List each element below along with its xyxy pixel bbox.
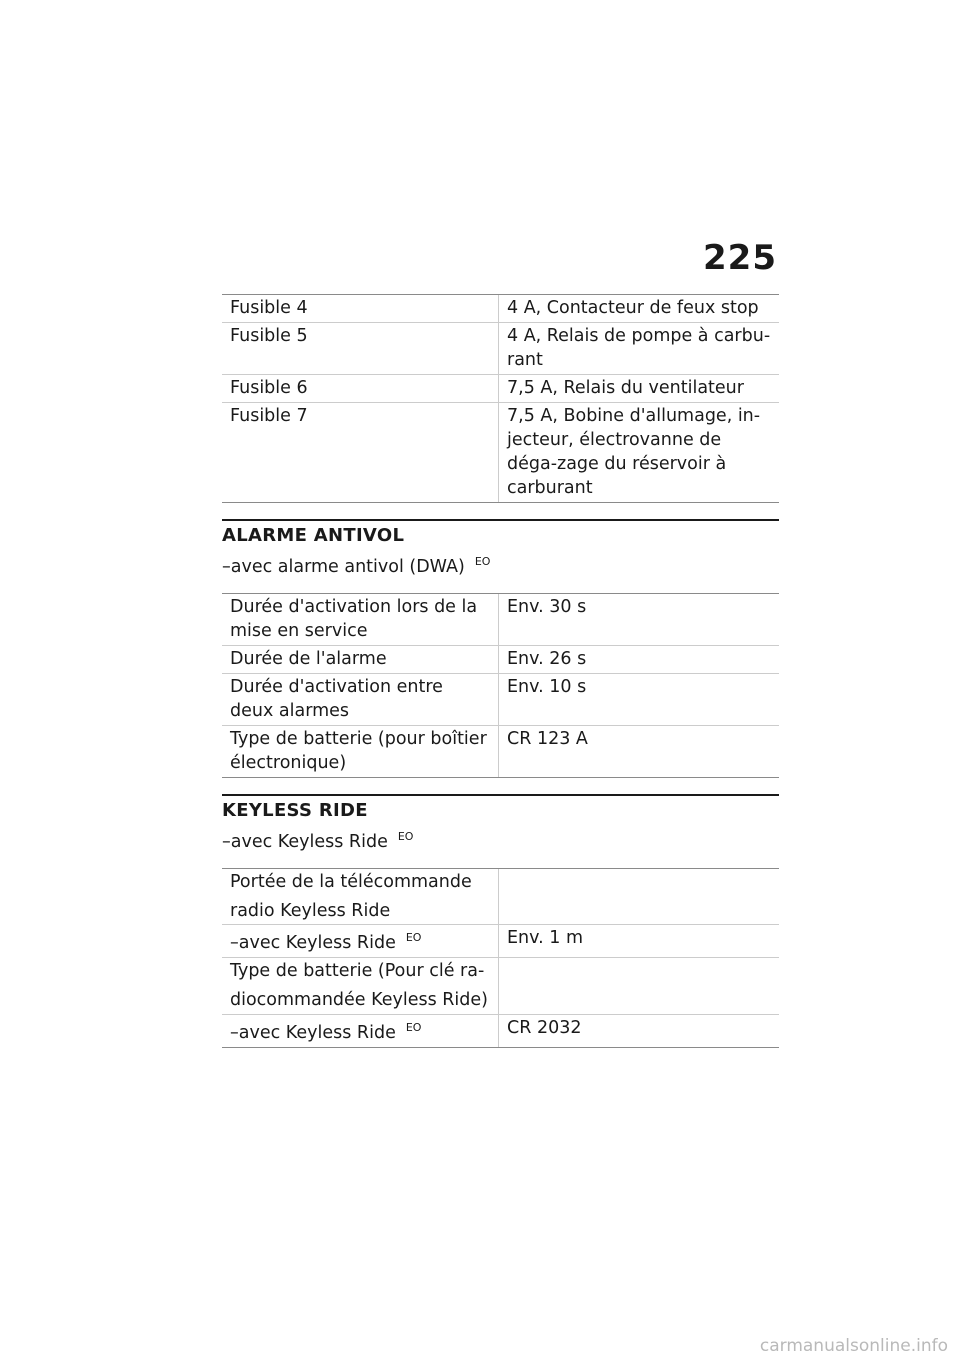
table-cell: 7,5 A, Bobine d'allumage, in-jecteur, électrovanne de déga-zage du réservoir à carburant [499, 403, 780, 503]
keyless-condition [222, 825, 779, 854]
table-row [222, 925, 779, 958]
table-row [222, 375, 779, 403]
table-row [222, 403, 779, 503]
table-cell: CR 2032 [499, 1015, 780, 1048]
table-cell [222, 868, 499, 925]
eo-badge: EO [405, 1021, 422, 1035]
table-row [222, 868, 779, 925]
table-cell: Fusible 4 [222, 295, 499, 323]
table-row [222, 593, 779, 645]
keyless-section-title: KEYLESS RIDE [222, 794, 779, 821]
table-cell [222, 1015, 499, 1048]
cell-text: Portée de la télécommande radio Keyless Ride [230, 871, 472, 921]
table-cell: Fusible 6 [222, 375, 499, 403]
page-content [222, 294, 779, 1048]
table-cell [222, 958, 499, 1015]
table-cell: Type de batterie (pour boîtier électronique) [222, 725, 499, 777]
table-cell: 4 A, Relais de pompe à carbu-rant [499, 323, 780, 375]
cell-text: –avec Keyless Ride [230, 933, 396, 954]
table-cell: Fusible 5 [222, 323, 499, 375]
keyless-condition-text: –avec Keyless Ride [222, 831, 388, 852]
table-cell [499, 868, 780, 925]
table-cell: Env. 10 s [499, 673, 780, 725]
table-cell: Env. 30 s [499, 593, 780, 645]
table-cell: 4 A, Contacteur de feux stop [499, 295, 780, 323]
table-cell: CR 123 A [499, 725, 780, 777]
table-cell: Env. 26 s [499, 645, 780, 673]
table-cell: 7,5 A, Relais du ventilateur [499, 375, 780, 403]
table-cell [222, 925, 499, 958]
eo-badge: EO [397, 829, 414, 843]
table-cell: Env. 1 m [499, 925, 780, 958]
fuses-table [222, 294, 779, 503]
table-cell [499, 958, 780, 1015]
eo-badge: EO [405, 931, 422, 945]
eo-badge: EO [474, 555, 491, 568]
cell-text: –avec Keyless Ride [230, 1022, 396, 1043]
cell-text: Type de batterie (Pour clé ra-diocommandée Keyless Ride) [230, 961, 488, 1011]
table-row [222, 1015, 779, 1048]
table-cell: Durée d'activation lors de la mise en service [222, 593, 499, 645]
table-row [222, 645, 779, 673]
table-cell: Durée de l'alarme [222, 645, 499, 673]
table-row [222, 673, 779, 725]
page-number: 225 [703, 238, 777, 278]
watermark: carmanualsonline.info [759, 1336, 948, 1356]
alarm-table [222, 593, 779, 778]
keyless-table [222, 868, 779, 1048]
table-cell: Fusible 7 [222, 403, 499, 503]
table-row [222, 725, 779, 777]
alarm-condition-text: –avec alarme antivol (DWA) [222, 556, 465, 577]
table-row [222, 323, 779, 375]
table-row [222, 958, 779, 1015]
alarm-section-title: ALARME ANTIVOL [222, 519, 779, 546]
table-row [222, 295, 779, 323]
table-cell: Durée d'activation entre deux alarmes [222, 673, 499, 725]
alarm-condition [222, 550, 779, 579]
